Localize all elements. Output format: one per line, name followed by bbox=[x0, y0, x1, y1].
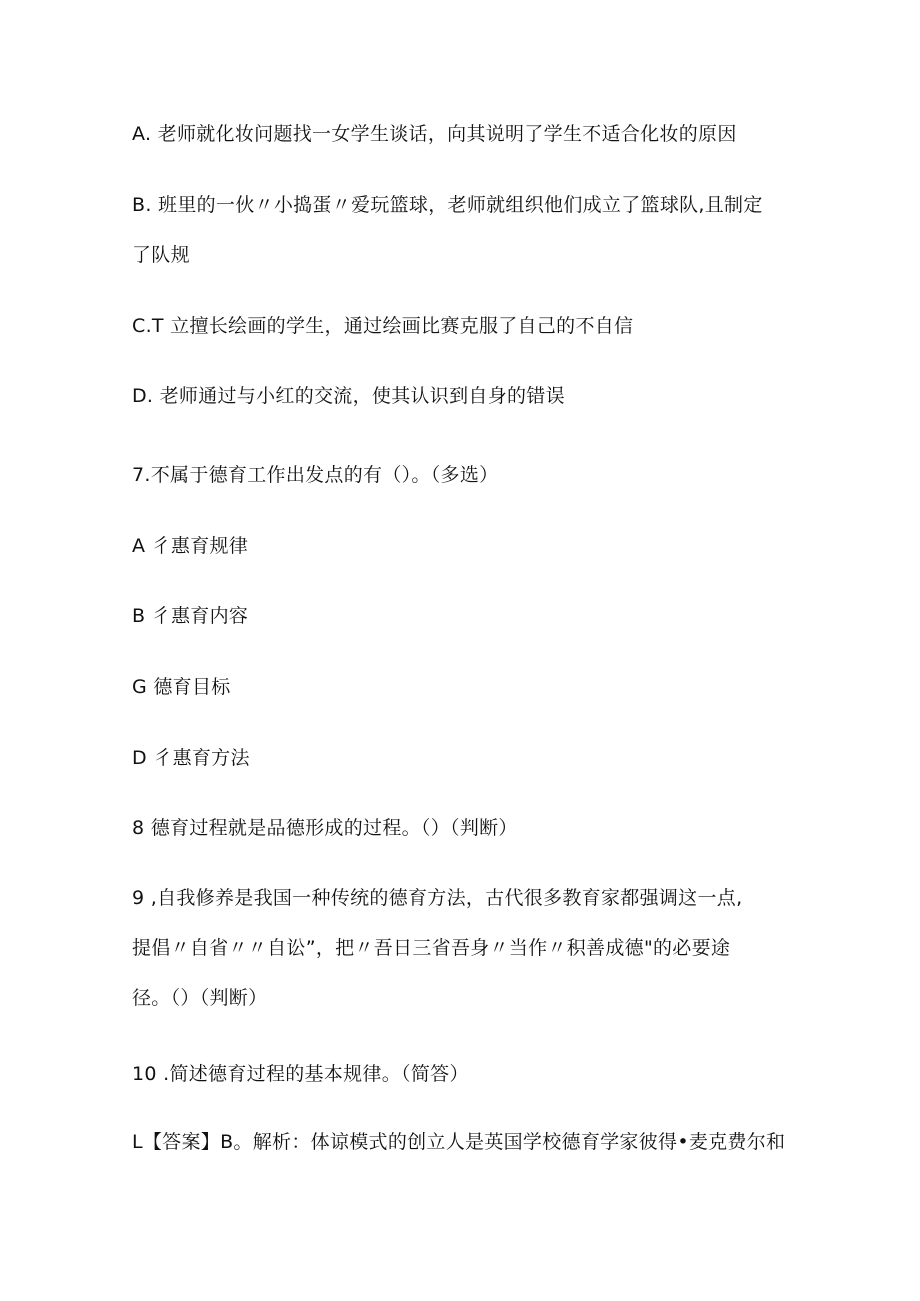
question-8: 8 德育过程就是品德形成的过程。（）（判断） bbox=[132, 817, 518, 839]
q7-option-c: G 德育目标 bbox=[132, 676, 231, 698]
question-9-line-2: 提倡〃自省〃〃自讼”，把〃吾日三省吾身〃当作〃积善成德"的必要途 bbox=[132, 937, 731, 959]
question-9-line-1: 9 ,自我修养是我国一种传统的德育方法，古代很多教育家都强调这一点, bbox=[132, 887, 743, 909]
q7-option-b: B 彳惠育内容 bbox=[132, 605, 249, 627]
option-b-line: B. 班里的一伙〃小捣蛋〃爱玩篮球，老师就组织他们成立了篮球队,且制定 bbox=[132, 194, 763, 216]
option-a-line: A. 老师就化妆问题找一女学生谈话，向其说明了学生不适合化妆的原因 bbox=[132, 123, 737, 145]
question-10: 10 .简述德育过程的基本规律。（简答） bbox=[132, 1063, 469, 1085]
q7-option-a: A 彳惠育规律 bbox=[132, 535, 249, 557]
question-7: 7.不属于德育工作出发点的有（）。（多选） bbox=[132, 464, 499, 486]
answer-1-line: L【答案】B。解析：体谅模式的创立人是英国学校德育学家彼得•麦克费尔和 bbox=[132, 1131, 786, 1153]
option-b-continuation: 了队规 bbox=[132, 244, 190, 266]
q7-option-d: D 彳惠育方法 bbox=[132, 747, 250, 769]
option-d-line: D. 老师通过与小红的交流，使其认识到自身的错误 bbox=[132, 385, 565, 407]
option-c-line: C.T 立擅长绘画的学生，通过绘画比赛克服了自己的不自信 bbox=[132, 315, 634, 337]
question-9-line-3: 径。（）（判断） bbox=[132, 987, 268, 1009]
